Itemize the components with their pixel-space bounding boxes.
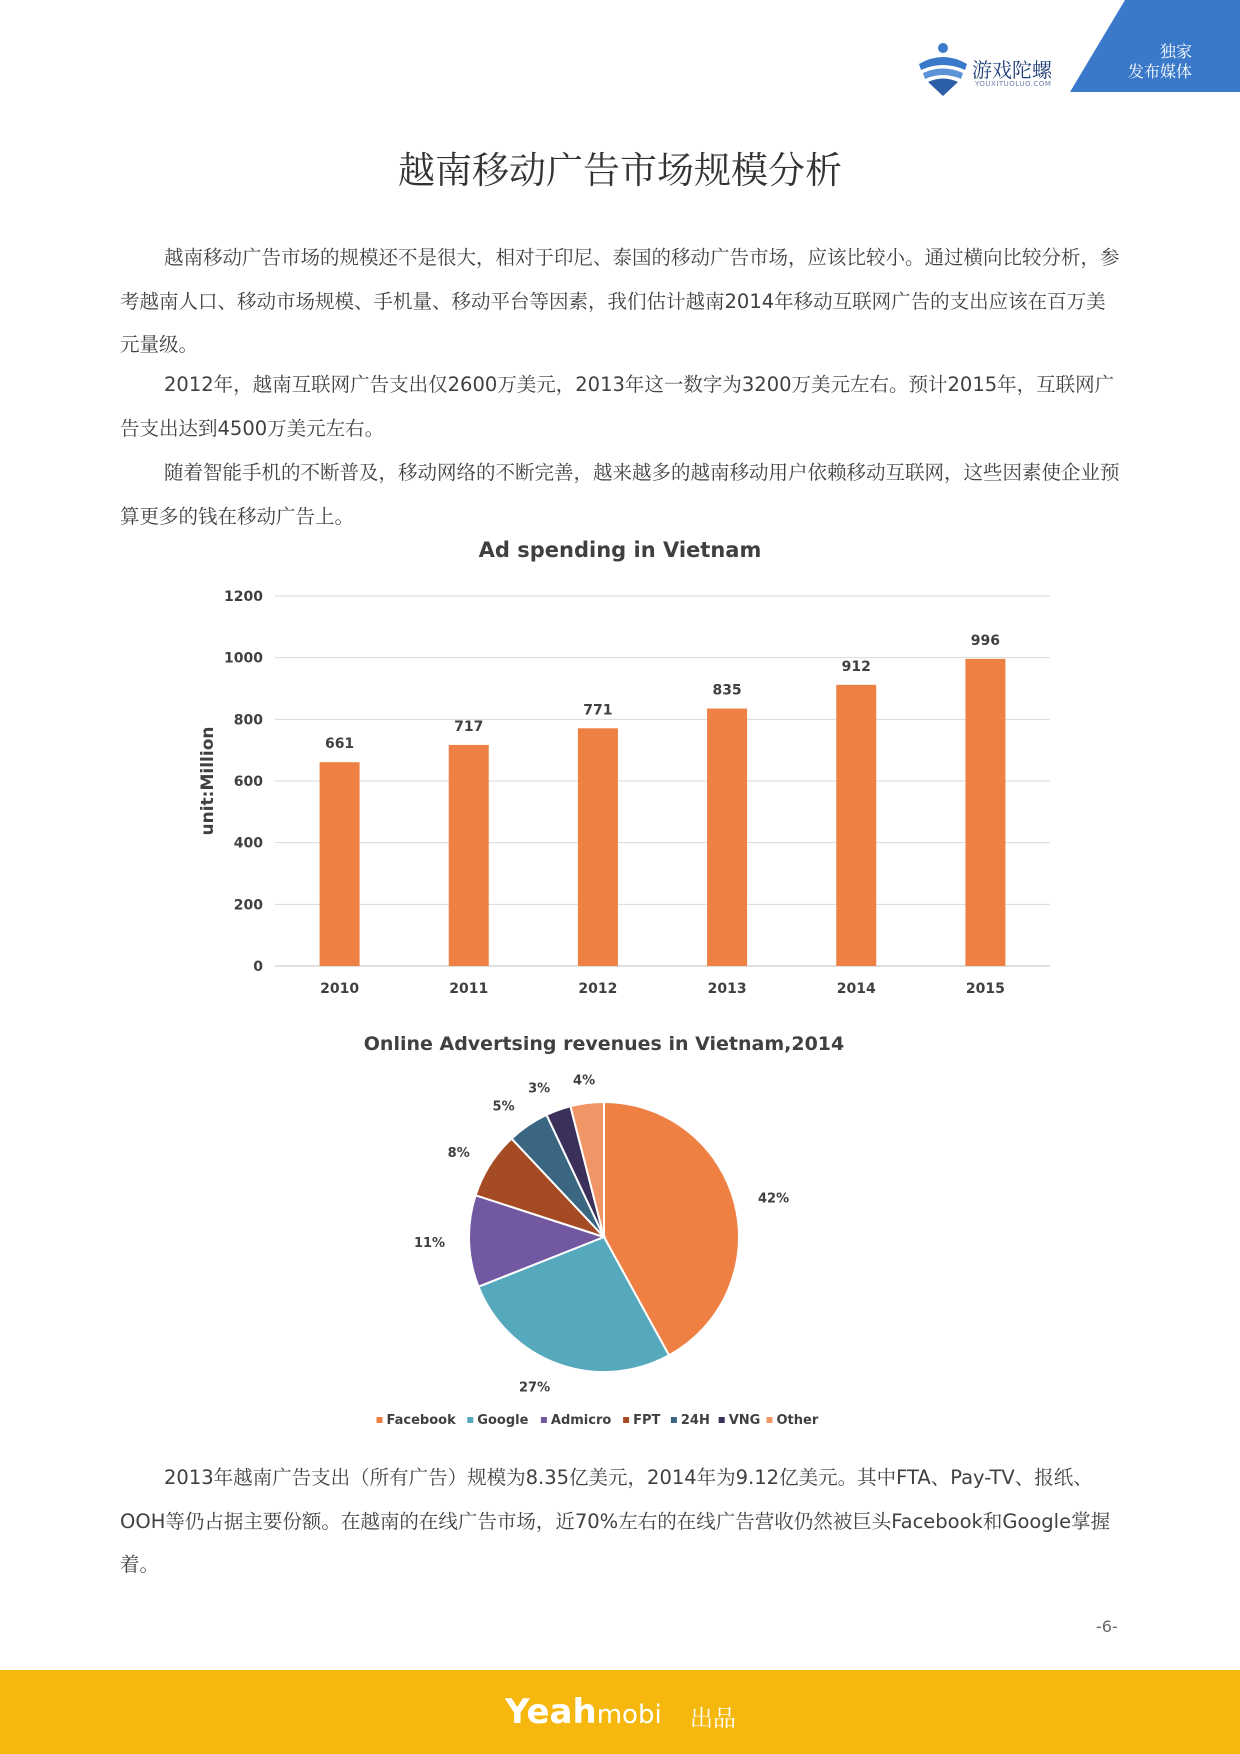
- y-tick-label: 200: [233, 897, 263, 914]
- footer-brand-logo: [505, 1692, 662, 1732]
- legend-swatch: [377, 1417, 383, 1423]
- legend-swatch: [671, 1417, 677, 1423]
- pie-value-label: 4%: [573, 1073, 596, 1089]
- y-axis-label: unit:Million: [198, 726, 218, 836]
- legend-label: Admicro: [550, 1413, 612, 1428]
- bar: [449, 745, 489, 966]
- bar-chart-title: Ad spending in Vietnam: [478, 538, 762, 562]
- bar-value-label: 717: [454, 718, 484, 735]
- legend-label: VNG: [728, 1413, 761, 1428]
- corner-line-2: 发布媒体: [1127, 62, 1192, 81]
- y-tick-label: 400: [233, 835, 263, 852]
- x-tick-label: 2012: [578, 981, 618, 997]
- y-tick-label: 0: [253, 959, 263, 975]
- corner-line-1: 独家: [1159, 42, 1192, 61]
- x-tick-label: 2013: [707, 981, 747, 997]
- y-tick-label: 600: [233, 774, 263, 790]
- y-tick-label: 1200: [224, 589, 263, 605]
- bar-value-label: 996: [970, 632, 1001, 649]
- corner-badge-text: [1128, 42, 1192, 82]
- pie-chart: [0, 1020, 1240, 1440]
- page-number: -6-: [1096, 1617, 1118, 1636]
- footer-brand-bold: Yeah: [505, 1692, 597, 1732]
- page-title: 越南移动广告市场规模分析: [398, 149, 842, 192]
- legend-swatch: [767, 1417, 773, 1423]
- legend-swatch: [467, 1417, 473, 1423]
- x-tick-label: 2014: [836, 981, 876, 997]
- pie-chart-title: Online Advertsing revenues in Vietnam,2014: [363, 1033, 845, 1055]
- legend-swatch: [719, 1417, 725, 1423]
- legend-label: 24H: [680, 1413, 710, 1428]
- logo-subtext: YOUXITUOLUO.COM: [975, 80, 1052, 88]
- paragraph-2: 2012年，越南互联网广告支出仅2600万美元，2013年这一数字为3200万美元左右。预计2015年，互联网广告支出达到4500万美元左右。: [120, 373, 1115, 440]
- footer-slogan: 出品: [690, 1706, 736, 1732]
- pie-value-label: 8%: [447, 1145, 470, 1161]
- bar: [578, 728, 618, 966]
- bar-value-label: 912: [841, 658, 871, 675]
- paragraph-3: 随着智能手机的不断普及，移动网络的不断完善，越来越多的越南移动用户依赖移动互联网，这些因素使企业预算更多的钱在移动广告上。: [120, 461, 1120, 528]
- bar-value-label: 661: [324, 736, 355, 753]
- y-tick-label: 800: [233, 712, 263, 729]
- legend-label: FPT: [633, 1413, 661, 1428]
- bar: [836, 685, 876, 966]
- x-tick-label: 2011: [449, 981, 489, 997]
- legend-label: Google: [477, 1413, 529, 1428]
- site-logo: [915, 40, 1055, 100]
- x-tick-label: 2010: [320, 981, 360, 997]
- bar: [707, 709, 747, 966]
- footer-brand-thin: mobi: [596, 1700, 662, 1730]
- x-tick-label: 2015: [965, 981, 1005, 997]
- pie-value-label: 27%: [519, 1380, 551, 1396]
- legend-label: Other: [776, 1413, 819, 1428]
- bar-value-label: 771: [583, 702, 613, 719]
- pie-value-label: 5%: [492, 1099, 515, 1115]
- footer-bar: [0, 1670, 1240, 1754]
- legend-label: Facebook: [386, 1413, 456, 1428]
- legend-swatch: [623, 1417, 629, 1423]
- pie-value-label: 42%: [758, 1191, 790, 1207]
- legend-swatch: [541, 1417, 547, 1423]
- bar-value-label: 835: [712, 682, 742, 699]
- pie-value-label: 11%: [413, 1235, 446, 1251]
- logo-text: 游戏陀螺: [972, 58, 1052, 82]
- pie-value-label: 3%: [528, 1081, 551, 1097]
- spinning-top-icon: [915, 42, 971, 98]
- bar-chart: [0, 530, 1240, 1010]
- bar: [320, 762, 360, 966]
- paragraph-1: 越南移动广告市场的规模还不是很大，相对于印尼、泰国的移动广告市场，应该比较小。通过横向比较分析，参考越南人口、移动市场规模、手机量、移动平台等因素，我们估计越南2014年移动互联网广告的支出应该在百万美元量级。: [120, 246, 1120, 356]
- bar: [965, 659, 1005, 966]
- y-tick-label: 1000: [224, 650, 263, 667]
- paragraph-4: 2013年越南广告支出（所有广告）规模为8.35亿美元，2014年为9.12亿美元。其中FTA、Pay-TV、报纸、OOH等仍占据主要份额。在越南的在线广告市场，近70%左右的在线广告营收仍然被巨头Facebook和Google掌握着。: [120, 1466, 1111, 1576]
